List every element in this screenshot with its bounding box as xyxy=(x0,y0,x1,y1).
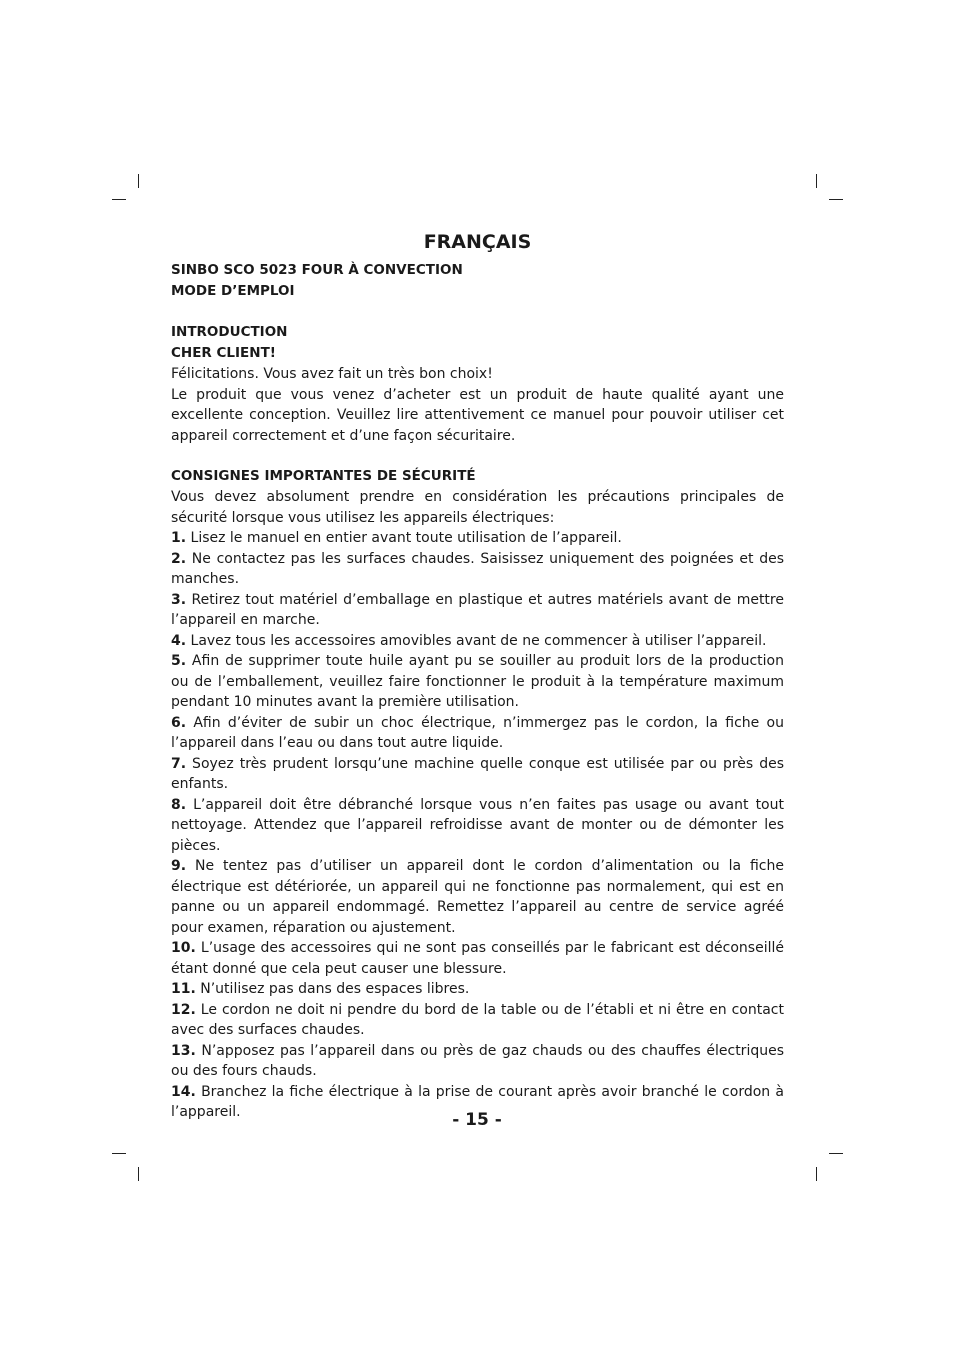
item-number: 2. xyxy=(171,550,187,567)
safety-list xyxy=(171,528,784,1123)
safety-item xyxy=(171,979,784,1000)
safety-intro: Vous devez absolument prendre en considération les précautions principales de sécurité lorsque vous utilisez les appareils électriques: xyxy=(171,489,784,526)
item-text: Branchez la fiche électrique à la prise de courant après avoir branché le cordon à l’appareil. xyxy=(171,1083,784,1120)
item-text: N’apposez pas l’appareil dans ou près de gaz chauds ou des chauffes électriques ou des fours chauds. xyxy=(171,1042,784,1079)
safety-item xyxy=(171,549,784,590)
safety-item xyxy=(171,528,784,549)
item-number: 3. xyxy=(171,591,187,608)
greeting: CHER CLIENT! xyxy=(171,345,276,361)
intro-line: Félicitations. Vous avez fait un très bon choix! xyxy=(171,366,493,382)
safety-item xyxy=(171,590,784,631)
language-heading: FRANÇAIS xyxy=(423,231,532,253)
safety-item xyxy=(171,795,784,857)
crop-mark xyxy=(829,1153,843,1154)
item-text: L’usage des accessoires qui ne sont pas conseillés par le fabricant est déconseillé étant donné que cela peut causer une blessure. xyxy=(171,940,784,977)
item-text: Retirez tout matériel d’emballage en plastique et autres matériels avant de mettre l’appareil en marche. xyxy=(171,591,784,628)
crop-mark xyxy=(816,1167,817,1181)
item-text: L’appareil doit être débranché lorsque vous n’en faites pas usage ou avant tout nettoyage. Attendez que l’appareil refroidisse avant de monter ou de démonter les pièces. xyxy=(171,796,784,854)
crop-mark xyxy=(138,174,139,188)
item-text: Le cordon ne doit ni pendre du bord de la table ou de l’établi et ni être en contact avec des surfaces chaudes. xyxy=(171,1001,784,1038)
safety-item xyxy=(171,938,784,979)
document-body xyxy=(171,230,784,1123)
crop-mark xyxy=(816,174,817,188)
item-number: 12. xyxy=(171,1001,196,1018)
item-text: Afin de supprimer toute huile ayant pu se souiller au produit lors de la production ou de l’emballement, veuillez faire fonctionner le produit à la température maximum pendant 10 minutes avant la première utilisation. xyxy=(171,653,784,710)
safety-item xyxy=(171,1041,784,1082)
item-number: 9. xyxy=(171,858,187,874)
crop-mark xyxy=(112,1153,126,1154)
item-number: 14. xyxy=(171,1083,196,1100)
item-text: Lavez tous les accessoires amovibles avant de ne commencer à utiliser l’appareil. xyxy=(186,632,767,649)
product-title: SINBO SCO 5023 FOUR À CONVECTION xyxy=(171,262,463,278)
item-text: N’utilisez pas dans des espaces libres. xyxy=(195,981,470,997)
safety-item xyxy=(171,1000,784,1041)
item-number: 13. xyxy=(171,1042,196,1059)
item-text: Soyez très prudent lorsqu’une machine quelle conque est utilisée par ou près des enfants. xyxy=(171,755,784,792)
item-number: 6. xyxy=(171,714,187,731)
crop-mark xyxy=(112,199,126,200)
safety-item xyxy=(171,631,784,652)
item-number: 5. xyxy=(171,653,187,669)
item-number: 7. xyxy=(171,755,187,772)
intro-heading: INTRODUCTION xyxy=(171,324,288,340)
crop-mark xyxy=(138,1167,139,1181)
item-number: 11. xyxy=(171,981,196,997)
safety-item xyxy=(171,651,784,713)
item-text: Ne contactez pas les surfaces chaudes. Saisissez uniquement des poignées et des manches. xyxy=(171,550,784,587)
item-number: 4. xyxy=(171,632,187,649)
safety-item xyxy=(171,754,784,795)
item-number: 1. xyxy=(171,530,187,546)
item-text: Lisez le manuel en entier avant toute utilisation de l’appareil. xyxy=(186,530,622,546)
safety-item xyxy=(171,713,784,754)
item-number: 10. xyxy=(171,940,196,956)
safety-item xyxy=(171,856,784,938)
item-text: Ne tentez pas d’utiliser un appareil dont le cordon d’alimentation ou la fiche électrique est détériorée, un appareil qui ne fonctionne pas normalement, qui est en panne ou un appareil endommagé. Remettez l’appareil au centre de service agréé pour examen, réparation ou ajustement. xyxy=(171,858,784,936)
intro-paragraph: Le produit que vous venez d’acheter est un produit de haute qualité ayant une excellente conception. Veuillez lire attentivement ce manuel pour pouvoir utiliser cet appareil correctement et d’une façon sécuritaire. xyxy=(171,386,784,444)
item-text: Afin d’éviter de subir un choc électrique, n’immergez pas le cordon, la fiche ou l’appareil dans l’eau ou dans tout autre liquide. xyxy=(171,714,784,751)
item-number: 8. xyxy=(171,796,187,813)
crop-mark xyxy=(829,199,843,200)
safety-heading: CONSIGNES IMPORTANTES DE SÉCURITÉ xyxy=(171,468,476,484)
manual-title: MODE D’EMPLOI xyxy=(171,283,295,299)
page-number: - 15 - xyxy=(452,1110,502,1130)
